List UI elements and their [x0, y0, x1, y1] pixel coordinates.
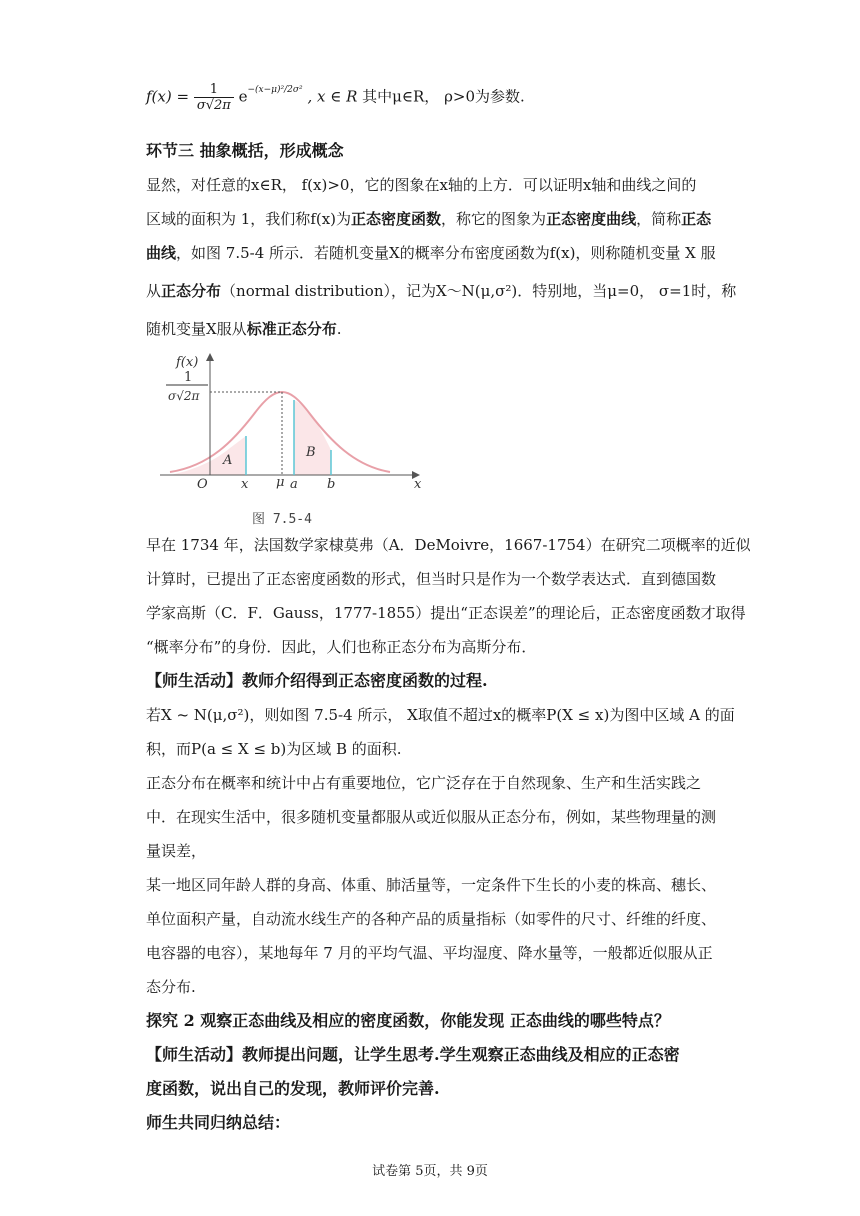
para1-l5c: .	[336, 320, 342, 338]
para4-line2: 中．在现实生活中，很多随机变量都服从或近似服从正态分布，例如，某些物理量的测	[146, 808, 717, 826]
term-normal-distribution: 正态分布	[161, 282, 222, 300]
density-curve	[170, 392, 390, 472]
y-axis-arrow	[206, 353, 214, 361]
para2-line2: 计算时，已提出了正态密度函数的形式，但当时只是作为一个数学表达式．直到德国数	[146, 570, 717, 588]
para3-line1: 若X ~ N(μ,σ²)，则如图 7.5-4 所示， X取值不超过x的概率P(X ≤ x)为图中区域 A 的面	[146, 706, 735, 724]
y-axis-label: f(x)	[176, 355, 199, 370]
summary-heading: 师生共同归纳总结：	[146, 1113, 291, 1132]
para4-line7: 态分布.	[146, 978, 196, 996]
x-axis-label: x	[414, 477, 422, 492]
activity-heading-2-line1: 【师生活动】教师提出问题，让学生思考.学生观察正态曲线及相应的正态密	[146, 1045, 680, 1064]
formula-exp-base: e	[238, 87, 248, 106]
region-a-label: A	[223, 453, 233, 468]
para2-line1: 早在 1734 年，法国数学家棣莫弗（A．DeMoivre，1667-1754）在研究二项概率的近似	[146, 536, 751, 554]
formula-exponent: −(x−μ)²/2σ²	[247, 84, 303, 95]
para1-l5a: 随机变量X服从	[146, 320, 247, 338]
para1-l2e: ，简称	[636, 210, 682, 228]
tick-b-label: b	[327, 477, 336, 492]
para3-line2: 积，而P(a ≤ X ≤ b)为区域 B 的面积.	[146, 740, 402, 758]
page-footer: 试卷第 5页，共 9页	[372, 1164, 488, 1179]
tick-a-label: a	[290, 477, 298, 492]
formula-tail: 其中μ∈R， ρ>0为参数.	[362, 87, 525, 106]
term-density-curve: 正态密度曲线	[546, 210, 637, 228]
para4-line1: 正态分布在概率和统计中占有重要地位，它广泛存在于自然现象、生产和生活实践之	[146, 774, 702, 792]
para1-l4c: （normal distribution），记为X～N(μ,σ²)．特别地，当μ=0， σ=1时，称	[221, 282, 737, 300]
explore-heading: 探究 2 观察正态曲线及相应的密度函数，你能发现 正态曲线的哪些特点？	[146, 1011, 670, 1030]
para1-line2	[146, 208, 720, 230]
term-normal-short: 正态	[681, 210, 712, 228]
figure-caption: 图 7.5-4	[252, 512, 312, 527]
para1-line5	[146, 318, 720, 340]
tick-x-label: x	[241, 477, 249, 492]
formula-lhs: f(x) =	[146, 87, 190, 106]
activity-heading-2-line2: 度函数，说出自己的发现，教师评价完善.	[146, 1079, 440, 1098]
para1-l2a: 区域的面积为 1，我们称f(x)为	[146, 210, 352, 228]
term-curve: 曲线	[146, 244, 177, 262]
para4-line3: 量误差，	[146, 842, 207, 860]
para1-line4	[146, 280, 737, 302]
para4-line4: 某一地区同年龄人群的身高、体重、肺活量等，一定条件下生长的小麦的株高、穗长、	[146, 876, 717, 894]
density-formula	[146, 82, 720, 122]
para1-l2c: ，称它的图象为	[441, 210, 547, 228]
tick-mu-label: μ	[276, 475, 285, 490]
formula-domain: , x ∈ R	[307, 87, 358, 106]
activity-heading-1: 【师生活动】教师介绍得到正态密度函数的过程.	[146, 671, 488, 690]
para2-line4: “概率分布”的身份．因此，人们也称正态分布为高斯分布．	[146, 638, 537, 656]
formula-fraction	[194, 82, 234, 113]
para1-line3	[146, 242, 720, 264]
para4-line5: 单位面积产量，自动流水线生产的各种产品的质量指标（如零件的尺寸、纤维的纤度、	[146, 910, 717, 928]
para4-line6: 电容器的电容），某地每年 7 月的平均气温、平均湿度、降水量等，一般都近似服从正	[146, 944, 713, 962]
para2-line3: 学家高斯（C．F．Gauss，1777-1855）提出“正态误差”的理论后，正态密度函数才取得	[146, 604, 746, 622]
formula-numerator: 1	[194, 82, 234, 98]
para1-l4a: 从	[146, 282, 162, 300]
peak-denominator: σ√2π	[168, 389, 200, 403]
para1-line1: 显然，对任意的x∈R， f(x)>0，它的图象在x轴的上方．可以证明x轴和曲线之间的	[146, 176, 697, 194]
para1-l3b: ，如图 7.5-4 所示．若随机变量X的概率分布密度函数为f(x)，则称随机变量 X 服	[176, 244, 716, 262]
term-standard-normal: 标准正态分布	[246, 320, 337, 338]
region-b-fill	[294, 400, 331, 475]
normal-curve-figure	[150, 348, 440, 528]
formula-denominator: σ√2π	[196, 98, 231, 113]
peak-numerator: 1	[184, 370, 193, 385]
term-density-function: 正态密度函数	[351, 210, 442, 228]
section-title: 环节三 抽象概括，形成概念	[146, 141, 344, 160]
region-b-label: B	[306, 445, 316, 460]
origin-label: O	[197, 477, 208, 492]
